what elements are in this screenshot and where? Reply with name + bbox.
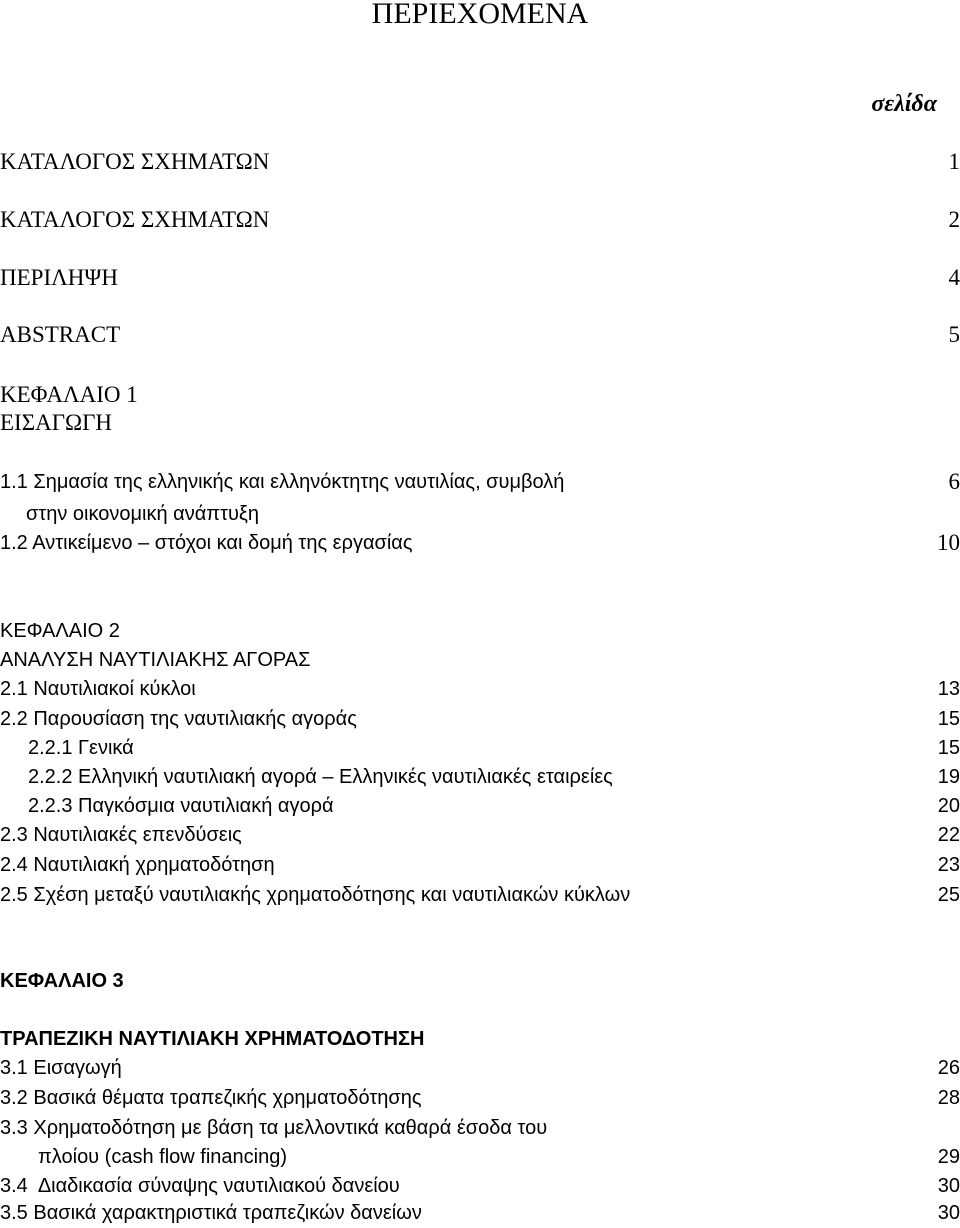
toc-entry-3-4: 3.4 Διαδικασία σύναψης ναυτιλιακού δανείου — [0, 1175, 400, 1197]
toc-page-number: 20 — [937, 795, 960, 817]
toc-entry-3-2: 3.2 Βασικά θέματα τραπεζικής χρηματοδότησης — [0, 1087, 422, 1109]
page-title: ΠΕΡΙΕΧΟΜΕΝΑ — [371, 0, 589, 30]
toc-page-number: 4 — [948, 265, 960, 290]
chapter-1-heading: ΚΕΦΑΛΑΙΟ 1 — [0, 382, 138, 407]
toc-entry-summary: ΠΕΡΙΛΗΨΗ — [0, 265, 118, 290]
toc-entry-2-2: 2.2 Παρουσίαση της ναυτιλιακής αγοράς — [0, 708, 357, 730]
toc-entry-2-2-3: 2.2.3 Παγκόσμια ναυτιλιακή αγορά — [28, 795, 334, 817]
toc-page-number: 1 — [948, 149, 960, 174]
toc-page-number: 30 — [937, 1202, 960, 1224]
toc-entry-list-of-figures: ΚΑΤΑΛΟΓΟΣ ΣΧΗΜΑΤΩΝ — [0, 149, 270, 174]
toc-entry-3-5: 3.5 Βασικά χαρακτηριστικά τραπεζικών δανείων — [0, 1202, 422, 1224]
toc-entry-2-4: 2.4 Ναυτιλιακή χρηματοδότηση — [0, 854, 275, 876]
toc-entry-1-2: 1.2 Αντικείμενο – στόχοι και δομή της εργασίας — [0, 532, 413, 554]
chapter-3-title: ΤΡΑΠΕΖΙΚΗ ΝΑΥΤΙΛΙΑΚΗ ΧΡΗΜΑΤΟΔΟΤΗΣΗ — [0, 1028, 425, 1050]
chapter-2-title: ΑΝΑΛΥΣΗ ΝΑΥΤΙΛΙΑΚΗΣ ΑΓΟΡΑΣ — [0, 649, 311, 671]
toc-entry-2-3: 2.3 Ναυτιλιακές επενδύσεις — [0, 824, 242, 846]
toc-page-number: 5 — [948, 322, 960, 347]
toc-page-number: 13 — [937, 678, 960, 700]
toc-entry-2-1: 2.1 Ναυτιλιακοί κύκλοι — [0, 678, 196, 700]
toc-page-number: 22 — [937, 824, 960, 846]
toc-page-number: 25 — [937, 884, 960, 906]
chapter-1-title: ΕΙΣΑΓΩΓΗ — [0, 410, 113, 435]
toc-page-number: 29 — [937, 1146, 960, 1168]
toc-entry-1-1-continued: στην οικονομική ανάπτυξη — [26, 503, 259, 525]
toc-entry-2-2-2: 2.2.2 Ελληνική ναυτιλιακή αγορά – Ελληνικές ναυτιλιακές εταιρείες — [28, 766, 613, 788]
toc-entry-2-5: 2.5 Σχέση μεταξύ ναυτιλιακής χρηματοδότησης και ναυτιλιακών κύκλων — [0, 884, 631, 906]
toc-page-number: 6 — [948, 469, 960, 494]
toc-entry-abstract: ABSTRACT — [0, 322, 121, 347]
chapter-3-heading: ΚΕΦΑΛΑΙΟ 3 — [0, 970, 124, 992]
toc-page-number: 19 — [937, 766, 960, 788]
toc-entry-3-1: 3.1 Εισαγωγή — [0, 1057, 122, 1079]
page-column-label: σελίδα — [871, 91, 937, 117]
toc-entry-3-3: 3.3 Χρηματοδότηση με βάση τα μελλοντικά καθαρά έσοδα του — [0, 1117, 548, 1139]
toc-page-number: 2 — [948, 207, 960, 232]
toc-entry-2-2-1: 2.2.1 Γενικά — [28, 737, 134, 759]
toc-entry-list-of-figures-2: ΚΑΤΑΛΟΓΟΣ ΣΧΗΜΑΤΩΝ — [0, 207, 270, 232]
toc-entry-1-1: 1.1 Σημασία της ελληνικής και ελληνόκτητης ναυτιλίας, συμβολή — [0, 471, 565, 493]
toc-page-number: 23 — [937, 854, 960, 876]
toc-page-number: 15 — [937, 708, 960, 730]
toc-page-number: 30 — [937, 1175, 960, 1197]
toc-entry-3-3-continued: πλοίου (cash flow financing) — [38, 1146, 287, 1168]
chapter-2-heading: ΚΕΦΑΛΑΙΟ 2 — [0, 620, 120, 642]
toc-page-number: 28 — [937, 1087, 960, 1109]
toc-page-number: 26 — [937, 1057, 960, 1079]
toc-page-number: 10 — [937, 530, 960, 555]
toc-page-number: 15 — [937, 737, 960, 759]
